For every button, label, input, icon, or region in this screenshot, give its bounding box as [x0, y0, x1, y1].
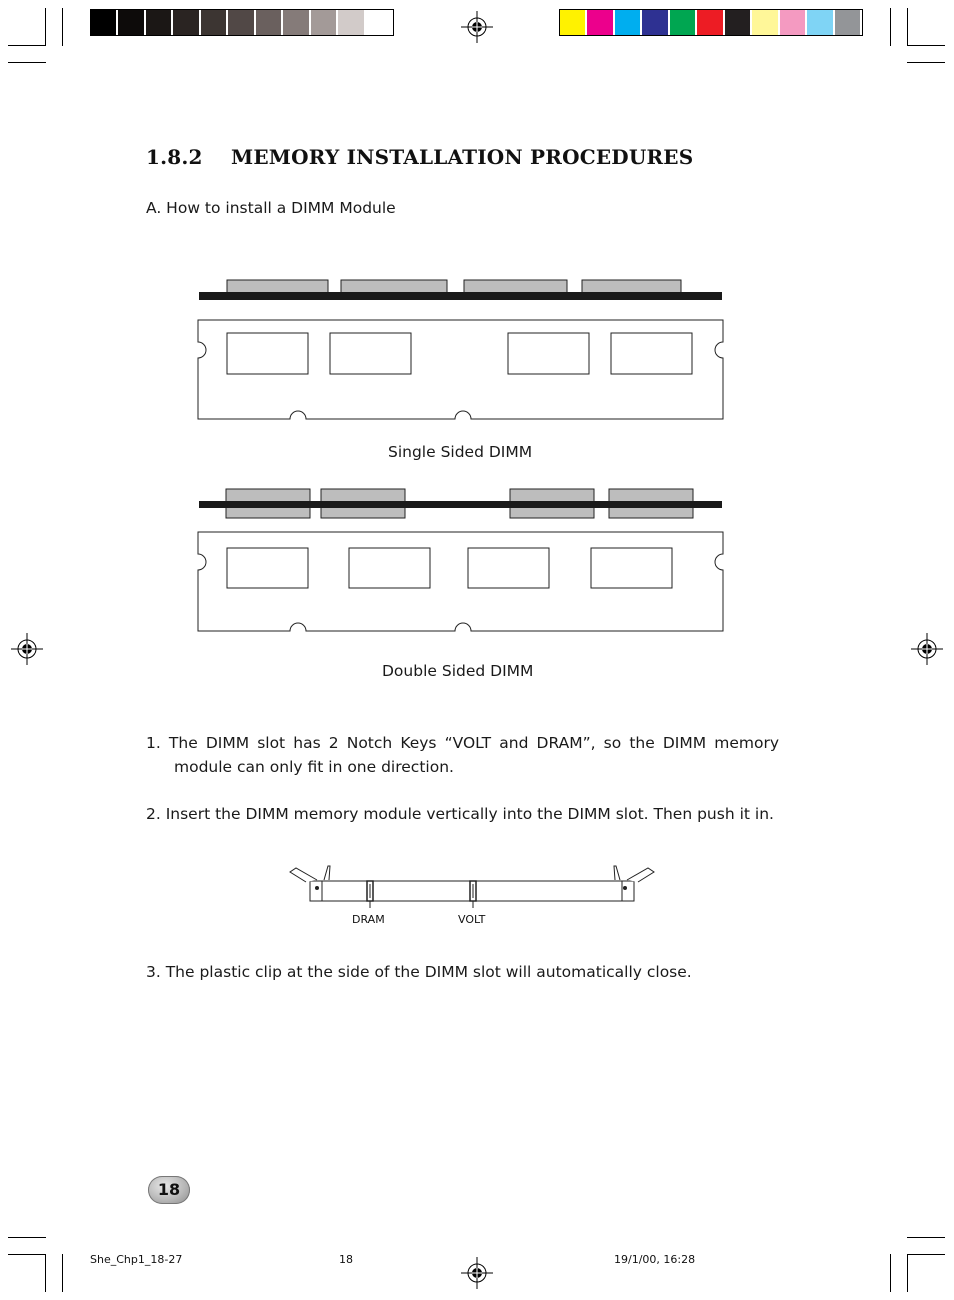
color-swatch: [835, 10, 860, 35]
crop-mark: [45, 8, 46, 46]
dimm-slot-figure: [284, 858, 660, 910]
color-swatch: [725, 10, 750, 35]
color-swatch: [91, 10, 116, 35]
footer-datetime: 19/1/00, 16:28: [614, 1253, 696, 1266]
footer-page: 18: [339, 1253, 353, 1266]
registration-mark-icon: [461, 1257, 493, 1289]
dimm-board-edge: [199, 501, 722, 508]
dram-label: DRAM: [352, 913, 385, 926]
color-swatch: [228, 10, 253, 35]
dimm-chip: [227, 280, 328, 293]
color-swatch: [283, 10, 308, 35]
section-title: MEMORY INSTALLATION PROCEDURES: [231, 145, 694, 169]
page-number-badge: 18: [148, 1176, 190, 1204]
color-swatch: [780, 10, 805, 35]
registration-mark-icon: [911, 633, 943, 665]
dimm-chip: [582, 280, 681, 293]
step-2: 2. Insert the DIMM memory module vertically into the DIMM slot. Then push it in.: [146, 805, 774, 823]
color-swatch: [173, 10, 198, 35]
crop-mark: [8, 1254, 46, 1255]
double-sided-caption: Double Sided DIMM: [382, 662, 534, 680]
section-number: 1.8.2: [146, 145, 203, 169]
color-calibration-bar: [559, 9, 863, 36]
subheading: A. How to install a DIMM Module: [146, 199, 396, 217]
color-swatch: [256, 10, 281, 35]
color-swatch: [587, 10, 612, 35]
grayscale-calibration-bar: [90, 9, 394, 36]
crop-mark: [890, 8, 891, 46]
single-sided-dimm-figure: [190, 272, 735, 432]
step-1-line-1: 1. The DIMM slot has 2 Notch Keys “VOLT and DRAM”, so the DIMM memory: [146, 734, 779, 752]
crop-mark: [45, 1254, 46, 1292]
crop-mark: [62, 1254, 63, 1292]
crop-mark: [907, 8, 908, 46]
color-swatch: [615, 10, 640, 35]
volt-label: VOLT: [458, 913, 486, 926]
color-swatch: [807, 10, 832, 35]
step-3: 3. The plastic clip at the side of the DIMM slot will automatically close.: [146, 963, 692, 981]
color-swatch: [118, 10, 143, 35]
color-swatch: [366, 10, 391, 35]
color-swatch: [560, 10, 585, 35]
dimm-board-edge: [199, 292, 722, 300]
dimm-chip-footprint: [591, 548, 672, 588]
dimm-chip-footprint: [227, 548, 308, 588]
color-swatch: [338, 10, 363, 35]
dimm-chip: [464, 280, 567, 293]
dimm-chip-footprint: [468, 548, 549, 588]
dimm-chip-footprint: [508, 333, 589, 374]
right-clip: [627, 868, 654, 882]
footer-file-name: She_Chp1_18-27: [90, 1253, 183, 1266]
crop-mark: [890, 1254, 891, 1292]
left-clip: [290, 868, 317, 882]
registration-mark-icon: [461, 11, 493, 43]
color-swatch: [146, 10, 171, 35]
dimm-chip-footprint: [611, 333, 692, 374]
color-swatch: [670, 10, 695, 35]
crop-mark: [907, 1254, 945, 1255]
dimm-chip: [341, 280, 447, 293]
color-swatch: [642, 10, 667, 35]
color-swatch: [697, 10, 722, 35]
crop-mark: [907, 1254, 908, 1292]
crop-mark: [8, 1237, 46, 1238]
dimm-chip-footprint: [227, 333, 308, 374]
single-sided-caption: Single Sided DIMM: [388, 443, 533, 461]
step-1-line-2: module can only fit in one direction.: [174, 758, 454, 776]
color-swatch: [311, 10, 336, 35]
crop-mark: [907, 45, 945, 46]
double-sided-dimm-figure: [190, 484, 735, 644]
dimm-chip-footprint: [349, 548, 430, 588]
crop-mark: [8, 45, 46, 46]
color-swatch: [752, 10, 777, 35]
registration-mark-icon: [11, 633, 43, 665]
dimm-chip-footprint: [330, 333, 411, 374]
crop-mark: [907, 1237, 945, 1238]
crop-mark: [907, 62, 945, 63]
crop-mark: [8, 62, 46, 63]
color-swatch: [201, 10, 226, 35]
crop-mark: [62, 8, 63, 46]
